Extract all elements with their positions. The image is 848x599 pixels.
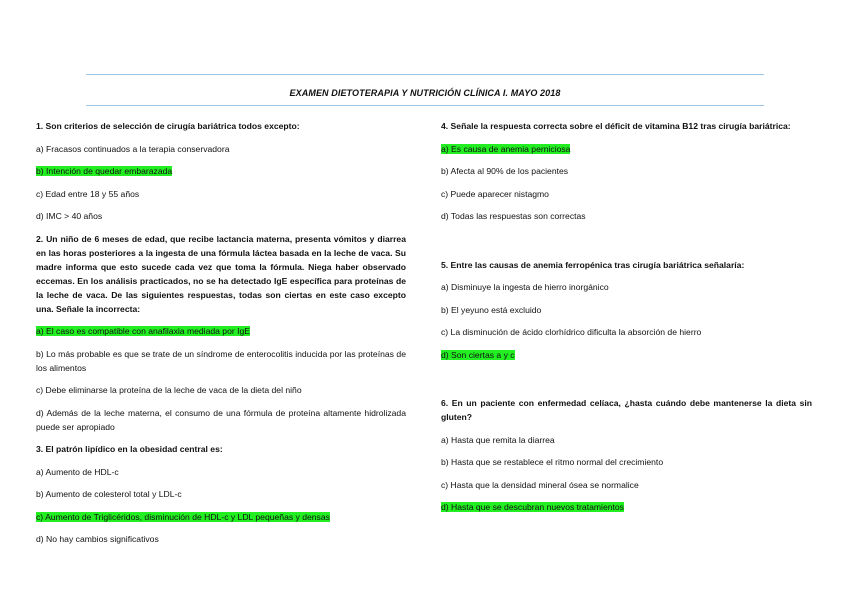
answer-option xyxy=(441,209,812,223)
answer-text: b) Lo más probable es que se trate de un síndrome de enterocolitis inducida por las proteínas de los alimentos xyxy=(36,348,406,373)
answer-option xyxy=(441,187,812,201)
answer-text: a) Fracasos continuados a la terapia conservadora xyxy=(36,143,230,154)
question-2: 2. Un niño de 6 meses de edad, que recibe lactancia materna, presenta vómitos y diarrea en las horas posteriores a la ingesta de una fórmula láctea basada en la leche de vaca. Su madre informa que esto sucede cada vez que toma la fórmula. Niega haber observado eccemas. En los análisis practicados, no se ha detectado IgE específica para proteínas de la leche de vaca. De las siguientes respuestas, todas son ciertas en este caso excepto una. Señale la incorrecta: xyxy=(36,233,406,314)
answer-text-highlighted: c) Aumento de Triglicéridos, disminución de HDL-c y LDL pequeñas y densas xyxy=(36,511,330,522)
answer-text-highlighted: a) El caso es compatible con anafilaxia mediada por IgE xyxy=(36,326,251,336)
answer-option xyxy=(36,209,406,223)
answer-text: a) Disminuye la ingesta de hierro inorgánico xyxy=(441,282,609,292)
answer-option xyxy=(441,325,812,339)
answer-text: b) Aumento de colesterol total y LDL-c xyxy=(36,489,182,499)
answer-text: c) Hasta que la densidad mineral ósea se normalice xyxy=(441,479,639,490)
answer-text: d) No hay cambios significativos xyxy=(36,534,159,544)
answer-text-highlighted: d) Hasta que se descubran nuevos tratamientos xyxy=(441,502,624,512)
exam-title: EXAMEN DIETOTERAPIA Y NUTRICIÓN CLÍNICA I. MAYO 2018 xyxy=(289,88,561,98)
answer-option xyxy=(441,433,812,447)
answer-text: c) Puede aparecer nistagmo xyxy=(441,188,549,199)
answer-option xyxy=(441,303,812,317)
answer-text-highlighted: a) Es causa de anemia perniciosa xyxy=(441,143,571,154)
answer-option xyxy=(36,383,406,397)
top-divider xyxy=(86,74,764,75)
answer-text: c) Debe eliminarse la proteína de la leche de vaca de la dieta del niño xyxy=(36,385,302,395)
spacer xyxy=(441,370,812,396)
question-5: 5. Entre las causas de anemia ferropénica tras cirugía bariátrica señalaría: xyxy=(441,259,745,270)
answer-option xyxy=(441,478,812,492)
answer-text: c) La disminución de ácido clorhídrico dificulta la absorción de hierro xyxy=(441,327,702,337)
answer-option xyxy=(36,347,406,375)
right-column xyxy=(441,119,812,523)
answer-option xyxy=(36,487,406,501)
answer-option-correct xyxy=(36,324,406,338)
question-3: 3. El patrón lipídico en la obesidad central es: xyxy=(36,444,223,454)
answer-option xyxy=(36,187,406,201)
answer-text: a) Aumento de HDL-c xyxy=(36,466,119,477)
answer-option-correct xyxy=(441,142,812,156)
answer-option xyxy=(36,406,406,434)
question-4: 4. Señale la respuesta correcta sobre el déficit de vitamina B12 tras cirugía bariátrica: xyxy=(441,121,791,131)
answer-option xyxy=(36,465,406,479)
answer-option xyxy=(441,164,812,178)
answer-text: d) Todas las respuestas son correctas xyxy=(441,211,586,221)
question-1: 1. Son criterios de selección de cirugía bariátrica todos excepto: xyxy=(36,121,300,131)
answer-option xyxy=(441,455,812,469)
left-column xyxy=(36,119,406,555)
spacer xyxy=(441,232,812,258)
answer-text: b) El yeyuno está excluido xyxy=(441,304,542,315)
answer-option-correct xyxy=(36,510,406,524)
answer-option-correct xyxy=(441,348,812,362)
answer-text: b) Hasta que se restablece el ritmo normal del crecimiento xyxy=(441,457,664,467)
question-6: 6. En un paciente con enfermedad celíaca, ¿hasta cuándo debe mantenerse la dieta sin gluten? xyxy=(441,398,812,422)
answer-option xyxy=(36,532,406,546)
answer-text-highlighted: d) Son ciertas a y c xyxy=(441,349,515,360)
answer-text-highlighted: b) Intención de quedar embarazada xyxy=(36,166,173,176)
answer-text: d) Además de la leche materna, el consumo de una fórmula de proteína altamente hidrolizada puede ser apropiado xyxy=(36,407,406,432)
bottom-divider xyxy=(86,105,764,106)
answer-option-correct xyxy=(441,500,812,514)
answer-text: a) Hasta que remita la diarrea xyxy=(441,434,555,445)
answer-text: d) IMC > 40 años xyxy=(36,211,103,221)
answer-option xyxy=(36,142,406,156)
answer-option-correct xyxy=(36,164,406,178)
answer-text: c) Edad entre 18 y 55 años xyxy=(36,188,140,199)
answer-text: b) Afecta al 90% de los pacientes xyxy=(441,166,569,176)
answer-option xyxy=(441,280,812,294)
